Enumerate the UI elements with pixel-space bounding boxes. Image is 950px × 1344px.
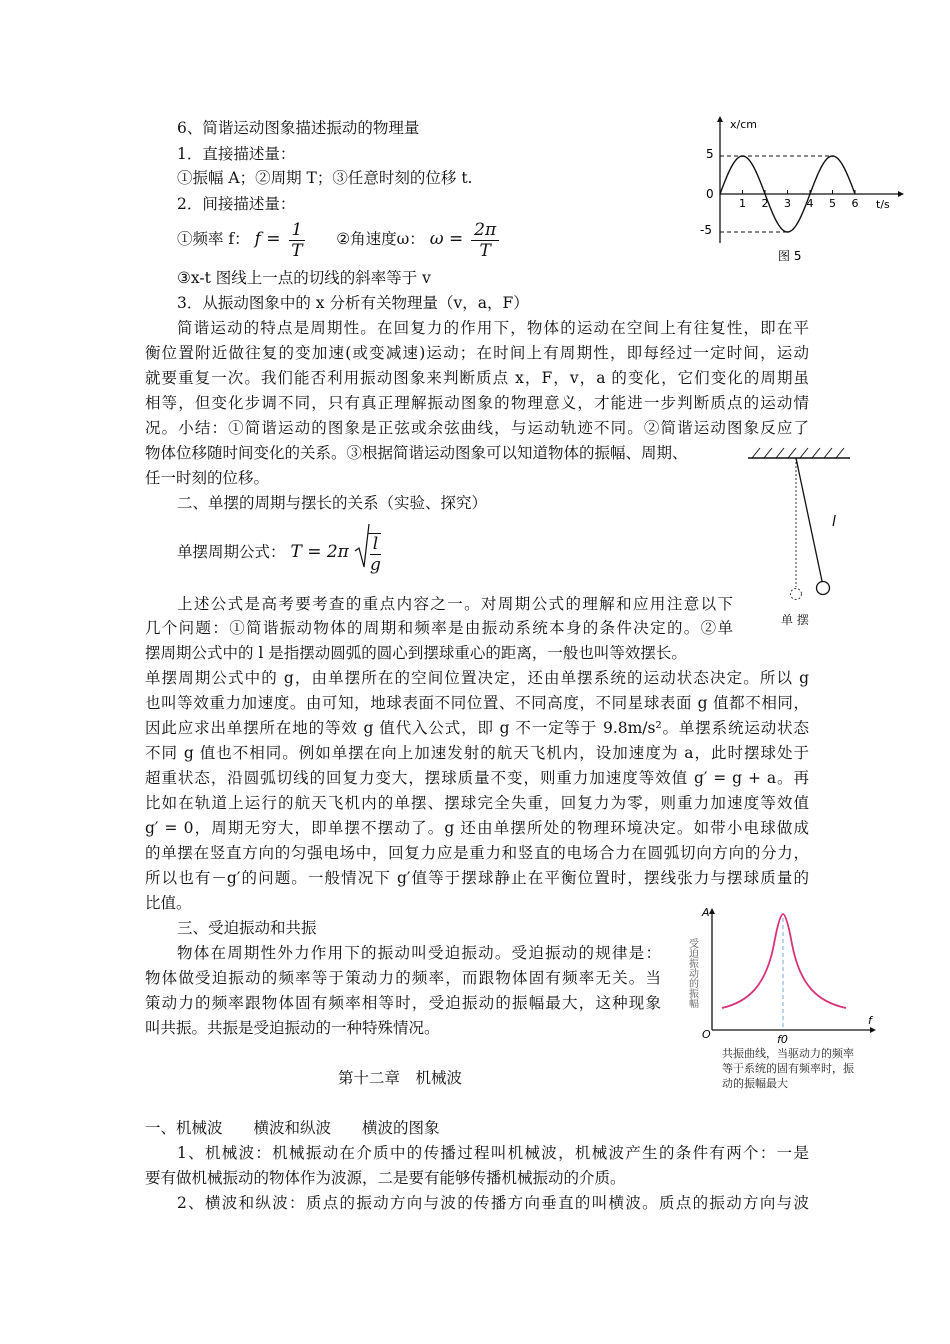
y-tick-neg5: -5 (700, 223, 712, 237)
paragraph-line: 物体在周期性外力作用下的振动叫受迫振动。受迫振动的规律是： (177, 944, 661, 962)
omega-numerator: 2π (471, 220, 499, 241)
paragraph-line: 比如在轨道上运行的航天飞机内的单摆、摆球完全失重，回复力为零，则重力加速度等效值 (145, 794, 809, 812)
pendulum-caption: 单 摆 (781, 613, 809, 627)
section6-heading: 6、简谐运动图象描述振动的物理量 (177, 119, 420, 137)
figure-5-caption: 图 5 (778, 249, 802, 263)
paragraph-line: 单摆周期公式中的 g，由单摆所在的空间位置决定，还由单摆系统的运动状态决定。所以 g (145, 669, 809, 687)
paragraph-line: 1、机械波：机械振动在介质中的传播过程叫机械波，机械波产生的条件有两个：一是 (177, 1144, 809, 1162)
natural-frequency-label: f0 (777, 1033, 788, 1044)
paragraph-line: 的单摆在竖直方向的匀强电场中，回复力应是重力和竖直的电场合力在圆弧切向方向的分力， (145, 844, 809, 862)
paragraph-line: 比值。 (145, 894, 192, 912)
omega-fraction (471, 220, 499, 261)
amplitude-axis-arrow-icon (709, 908, 715, 914)
frequency-denominator: T (291, 240, 303, 261)
paragraph-line: 相等，但变化步调不同，只有真正理解振动图象的物理意义，才能进一步判断质点的运动情 (145, 394, 809, 412)
resonance-caption-line: 等于系统的固有频率时，振 (722, 1062, 854, 1075)
y-axis-label: x/cm (730, 118, 757, 131)
sqrt-denominator: g (370, 555, 381, 575)
paragraph-line: 因此应求出单摆所在地的等效 g 值代入公式，即 g 不一定等于 9.8m/s²。单摆系统运动状态 (145, 719, 809, 737)
sqrt-fraction (368, 533, 381, 575)
paragraph-line: g′ = 0，周期无穷大，即单摆不摆动了。g 还由单摆所处的物理环境决定。如带小电球做成 (145, 819, 809, 837)
x-axis-label: t/s (876, 198, 890, 211)
paragraph-line: 就要重复一次。我们能否利用振动图象来判断质点 x，F，v，a 的变化，它们变化的周期虽 (145, 369, 809, 387)
analyze-line: 3．从振动图象中的 x 分析有关物理量（v，a，F） (177, 294, 529, 312)
origin-label: O (702, 1028, 711, 1041)
paragraph-line: 上述公式是高考要考查的重点内容之一。对周期公式的理解和应用注意以下 (177, 595, 733, 613)
x-tick-label: 5 (829, 197, 836, 210)
pendulum-formula-row (177, 524, 381, 580)
omega-label: ②角速度ω： (336, 230, 425, 248)
omega-formula-lhs: ω = (429, 229, 464, 249)
section3-heading: 三、受迫振动和共振 (177, 919, 317, 937)
x-tick-label: 3 (784, 197, 791, 210)
direct-quantities-label: 1．直接描述量： (177, 145, 296, 163)
x-ticks (739, 190, 859, 210)
paragraph-line: 况。小结：①简谐运动的图象是正弦或余弦曲线，与运动轨迹不同。②简谐运动图象反应了 (145, 419, 809, 437)
paragraph-line: 摆周期公式中的 l 是指摆动圆弧的圆心到摆球重心的距离，一般也叫等效摆长。 (145, 644, 687, 662)
frequency-label: ①频率 f： (177, 230, 250, 248)
resonance-curve-figure (678, 904, 878, 1044)
equilibrium-bob (791, 589, 802, 600)
y-tick-5: 5 (706, 147, 714, 161)
section2-heading: 二、单摆的周期与摆长的关系（实验、探究） (177, 494, 488, 512)
amplitude-axis-symbol: A (702, 906, 710, 919)
chapter-title: 第十二章 机械波 (338, 1069, 463, 1087)
pendulum-formula-label: 单摆周期公式： (177, 543, 286, 561)
y-axis-arrow-icon (717, 116, 723, 122)
indirect-quantities-label: 2．间接描述量： (177, 195, 296, 213)
frequency-formula-row (177, 214, 502, 264)
paragraph-line: 不同 g 值也不相同。例如单摆在向上加速发射的航天飞机内，设加速度为 a，此时摆球处于 (145, 744, 809, 762)
omega-denominator: T (479, 240, 491, 261)
frequency-numerator: 1 (289, 220, 306, 241)
pendulum-figure (740, 444, 860, 614)
paragraph-line: 任一时刻的位移。 (145, 469, 270, 487)
x-axis-arrow-icon (898, 191, 904, 197)
paragraph-line: 简谐运动的特点是周期性。在回复力的作用下，物体的运动在空间上有往复性，即在平 (177, 319, 809, 337)
slope-line: ③x-t 图线上一点的切线的斜率等于 v (177, 269, 431, 287)
x-tick-label: 4 (806, 197, 814, 210)
sqrt-numerator: l (370, 534, 381, 555)
y-tick-0: 0 (706, 187, 714, 201)
sqrt-expression (354, 525, 381, 581)
paragraph-line: 策动力的频率跟物体固有频率相等时，受迫振动的振幅最大，这种现象 (145, 994, 661, 1012)
frequency-axis-symbol: f (868, 1014, 872, 1027)
x-tick-label: 6 (851, 197, 859, 210)
ceiling-hatching (752, 448, 844, 458)
paragraph-line: 物体位移随时间变化的关系。③根据简谐运动图象可以知道物体的振幅、周期、 (145, 444, 688, 462)
figure-5-chart (700, 108, 910, 268)
paragraph-line: 2、横波和纵波：质点的振动方向与波的传播方向垂直的叫横波。质点的振动方向与波 (177, 1194, 809, 1212)
paragraph-line: 所以也有－g′的问题。一般情况下 g′值等于摆球静止在平衡位置时，摆线张力与摆球质量的 (145, 869, 809, 887)
resonance-caption-line: 共振曲线，当驱动力的频率 (722, 1047, 854, 1060)
resonance-caption-line: 动的振幅最大 (722, 1077, 788, 1090)
paragraph-line: 也叫等效重力加速度。由可知，地球表面不同位置、不同高度，不同星球表面 g 值都不相同， (145, 694, 809, 712)
direct-quantities-items: ①振幅 A；②周期 T；③任意时刻的位移 t. (177, 169, 473, 187)
paragraph-line: 衡位置附近做往复的变加速(或变减速)运动；在时间上有周期性，即每经过一定时间，运动 (145, 344, 809, 362)
pendulum-formula-lhs: T = 2π (290, 542, 349, 562)
x-tick-label: 1 (739, 197, 746, 210)
chapter12-section1-heading: 一、机械波 横波和纵波 横波的图象 (145, 1119, 440, 1137)
frequency-formula-lhs: f = (254, 229, 281, 249)
resonance-curve (722, 914, 846, 1008)
paragraph-line: 物体做受迫振动的频率等于策动力的频率，而跟物体固有频率无关。当 (145, 969, 661, 987)
frequency-axis-arrow-icon (870, 1027, 876, 1033)
pendulum-string (796, 458, 822, 581)
length-label: l (832, 514, 836, 530)
pendulum-bob (817, 582, 830, 595)
x-tick-label: 2 (761, 197, 769, 210)
paragraph-line: 要有做机械振动的物体作为波源，二是要有能够传播机械振动的介质。 (145, 1169, 626, 1187)
paragraph-line: 超重状态，沿圆弧切线的回复力变大，摆球质量不变，则重力加速度等效值 g′ = g + a。再 (145, 769, 809, 787)
sqrt-sign (354, 523, 370, 569)
frequency-fraction (289, 220, 306, 261)
paragraph-line: 叫共振。共振是受迫振动的一种特殊情况。 (145, 1019, 440, 1037)
resonance-y-label: 受迫振动的振幅 (686, 938, 698, 1008)
paragraph-line: 几个问题：①简谐振动物体的周期和频率是由振动系统本身的条件决定的。②单 (145, 619, 733, 637)
